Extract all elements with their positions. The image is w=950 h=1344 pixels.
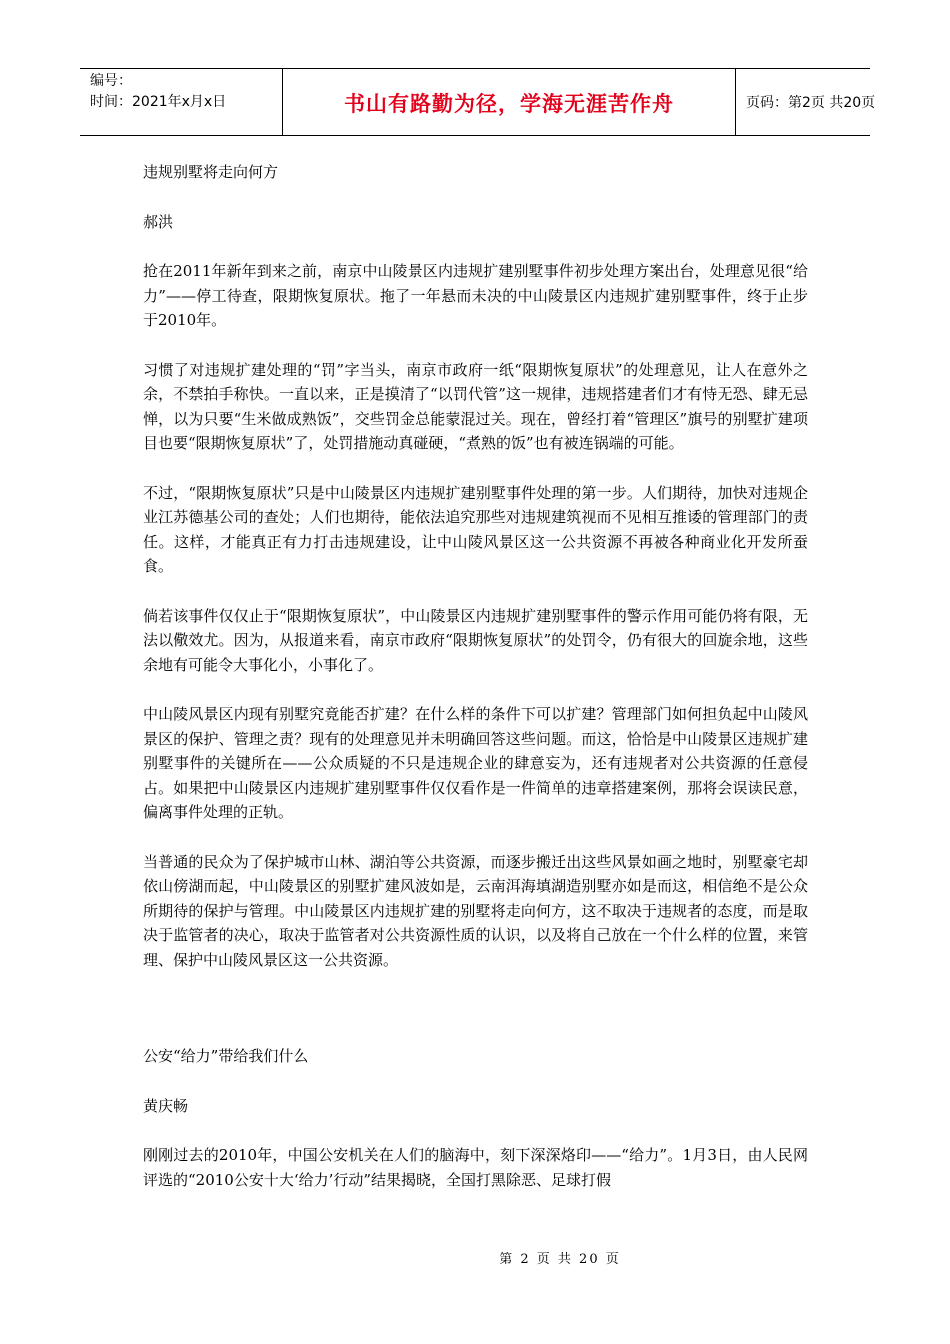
paragraph: 中山陵风景区内现有别墅究竟能否扩建？在什么样的条件下可以扩建？管理部门如何担负起中山陵风景区的保护、管理之责？现有的处理意见并未明确回答这些问题。而这，恰恰是中山陵景区违规扩建别墅事件的关键所在——公众质疑的不只是违规企业的肆意妄为，还有违规者对公共资源的任意侵占。如果把中山陵景区内违规扩建别墅事件仅仅看作是一件简单的违章搭建案例，那将会误读民意，偏离事件处理的正轨。: [143, 705, 808, 821]
section-gap: [143, 997, 808, 1044]
header-motto: 书山有路勤为径，学海无涯苦作舟: [283, 69, 736, 135]
time-label: 时间：2021年x月x日: [90, 94, 227, 110]
paragraph: 抢在2011年新年到来之前，南京中山陵景区内违规扩建别墅事件初步处理方案出台，处理意见很“给力”——停工待查，限期恢复原状。拖了一年悬而未决的中山陵景区内违规扩建别墅事件，终于止步于2010年。: [143, 262, 808, 329]
paragraph: 不过，“限期恢复原状”只是中山陵景区内违规扩建别墅事件处理的第一步。人们期待，加快对违规企业江苏德基公司的查处；人们也期待，能依法追究那些对违规建筑视而不见相互推诿的管理部门的责任。这样，才能真正有力打击违规建设，让中山陵风景区这一公共资源不再被各种商业化开发所蚕食。: [143, 483, 808, 575]
article-title: 违规别墅将走向何方: [143, 163, 279, 181]
paragraph: 刚刚过去的2010年，中国公安机关在人们的脑海中，刻下深深烙印——“给力”。1月3日，由人民网评选的“2010公安十大‘给力’行动”结果揭晓，全国打黑除恶、足球打假: [143, 1146, 808, 1189]
header-page-info: 页码：第2页 共20页: [746, 95, 876, 111]
document-header: [80, 68, 876, 136]
article-title: 公安“给力”带给我们什么: [143, 1047, 309, 1065]
header-meta: [80, 69, 283, 135]
number-label: 编号：: [90, 73, 132, 89]
paragraph: 倘若该事件仅仅止于“限期恢复原状”，中山陵景区内违规扩建别墅事件的警示作用可能仍将有限，无法以儆效尤。因为，从报道来看，南京市政府“限期恢复原状”的处罚令，仍有很大的回旋余地，这些余地有可能令大事化小，小事化了。: [143, 606, 808, 674]
article-author: 黄庆畅: [143, 1096, 189, 1115]
page-footer: 第 2 页 共 20 页: [499, 1252, 621, 1267]
document-body: [143, 160, 808, 1217]
article-author: 郝洪: [143, 212, 174, 231]
paragraph: 当普通的民众为了保护城市山林、湖泊等公共资源，而逐步搬迁出这些风景如画之地时，别墅豪宅却依山傍湖而起，中山陵景区的别墅扩建风波如是，云南洱海填湖造别墅亦如是而这，相信绝不是公众所期待的保护与管理。中山陵景区内违规扩建的别墅将走向何方，这不取决于违规者的态度，而是取决于监管者的决心，取决于监管者对公共资源性质的认识，以及将自己放在一个什么样的位置，来管理、保护中山陵风景区这一公共资源。: [143, 852, 808, 969]
paragraph: 习惯了对违规扩建处理的“罚”字当头，南京市政府一纸“限期恢复原状”的处理意见，让人在意外之余，不禁拍手称快。一直以来，正是摸清了“以罚代管”这一规律，违规搭建者们才有恃无恐、肆无忌惮，以为只要“生米做成熟饭”，交些罚金总能蒙混过关。现在，曾经打着“管理区”旗号的别墅扩建项目也要“限期恢复原状”了，处罚措施动真碰硬，“煮熟的饭”也有被连锅端的可能。: [143, 360, 808, 452]
